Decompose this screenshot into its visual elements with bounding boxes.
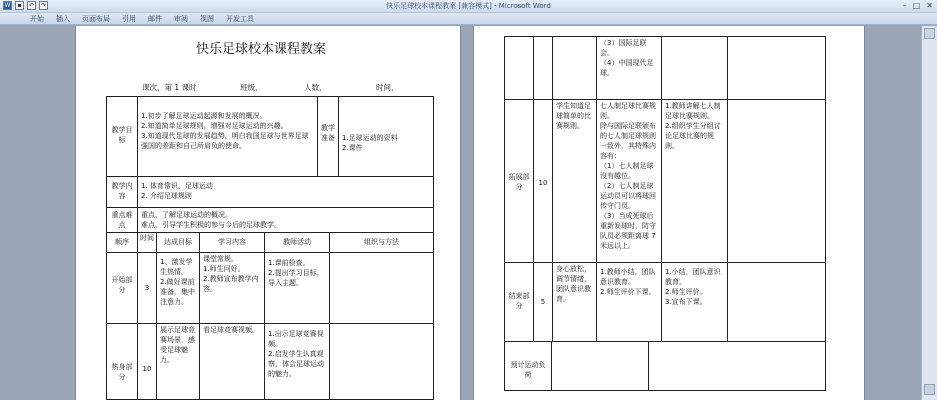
p2-row3-extra[interactable] — [648, 341, 826, 391]
doc-title: 快乐足球校本课程教案 — [196, 42, 327, 57]
p2-row1-teacher[interactable]: 1.教师讲解七人制足球比赛规则。 2.组织学生分组讨论足球比赛的规则。 — [661, 99, 728, 263]
tab-view[interactable]: 视图 — [200, 15, 214, 23]
tab-mailings[interactable]: 邮件 — [148, 15, 162, 23]
undo-icon[interactable]: ↶ — [28, 2, 35, 9]
tab-page-layout[interactable]: 页面布局 — [82, 15, 110, 23]
content-text-cell[interactable]: 1. 体育常识，足球运动 2. 介绍足球规则 — [137, 176, 434, 208]
header-goal: 达成目标 — [156, 232, 200, 253]
row2-order: 热身部分 — [106, 323, 138, 400]
p2-row2-content[interactable]: 1.教师小结，团队意识教育。 2.师生评价下课。 — [596, 262, 662, 342]
tab-review[interactable]: 审阅 — [174, 15, 188, 23]
document-page-1[interactable] — [75, 26, 461, 400]
close-icon[interactable]: ✕ — [926, 1, 933, 10]
tab-insert[interactable]: 插入 — [56, 15, 70, 23]
class-label: 班级， — [240, 83, 263, 92]
prep-text-cell[interactable]: 1.足球运动的资料 2.课件 — [338, 96, 434, 177]
p2-row1-method[interactable] — [727, 99, 826, 263]
header-content: 学习内容 — [199, 232, 265, 253]
p2-row1-time: 10 — [533, 99, 553, 263]
vertical-scrollbar[interactable] — [921, 26, 937, 400]
p2-row2-time: 5 — [533, 262, 553, 342]
p2-row3-value[interactable] — [551, 341, 649, 391]
row1-teacher[interactable]: 1.课前检查。 2.提出学习目标，导入主题。 — [264, 252, 330, 324]
header-teacher: 教师活动 — [264, 232, 330, 253]
row2-time: 10 — [137, 323, 157, 400]
count-label: 人数， — [304, 83, 327, 92]
ribbon-tabs — [24, 15, 260, 24]
goal-text-cell[interactable]: 1.初步了解足球运动起源和发展的概况。 2.知道简单足球规则，增强对足球运动的兴趣。 3.知道现代足球的发展趋势，明白我国足球与世界足球强国的差距和自己所肩负的使命。 — [137, 96, 318, 177]
row2-method[interactable] — [329, 323, 434, 400]
maximize-icon[interactable]: □ — [912, 1, 921, 10]
window-title: 快乐足球校本课程教案 [兼容模式] - Microsoft Word — [386, 2, 551, 10]
word-app-icon[interactable]: W — [4, 2, 11, 9]
title-bar — [0, 0, 937, 13]
row1-content[interactable]: 课堂常规。 1.师生问好。 2.教师宣布教学内容。 — [199, 252, 265, 324]
row2-teacher[interactable]: 1.出示足球竞赛视频。 2.启发学生认真观察，体会足球运动的魅力。 — [264, 323, 330, 400]
p2-row0-time — [533, 36, 553, 100]
p2-row0-content[interactable]: （3）国际足联会。 （4）中国现代足球。 — [596, 36, 662, 100]
minimize-icon[interactable]: – — [902, 1, 907, 10]
p2-row1-content[interactable]: 七人制足球比赛规则。 除与国际足联颁布的七人制足球规则一致外，其特殊内容有： （1）七人制足球没有越位。 （2）七人制足球运动员可以将球回传守门员。 （3）当成死球后重新发球时，防守队员必须距离球 7 米远以上。 — [596, 99, 662, 263]
document-page-2[interactable] — [473, 26, 865, 400]
save-icon[interactable]: ▪ — [15, 1, 24, 10]
goal-label-cell: 教学目标 — [106, 96, 138, 177]
p2-row2-teacher[interactable]: 1.小结，团队意识教育。 2.师生评价。 3.宣布下课。 — [661, 262, 728, 342]
prep-label-cell: 教学准备 — [317, 96, 339, 177]
p2-row0-goal[interactable] — [552, 36, 597, 100]
row1-goal[interactable]: 1、激发学生热情。 2.做好课前准备，集中注意力。 — [156, 252, 200, 324]
row2-goal[interactable]: 展示足球竞赛场景，感受足球魅力。 — [156, 323, 200, 400]
row1-time: 3 — [137, 252, 157, 324]
row1-method[interactable] — [329, 252, 434, 324]
scroll-down-icon[interactable] — [924, 384, 935, 395]
time-label: 时间， — [376, 83, 399, 92]
p2-row3-order: 预计运动负荷 — [504, 341, 552, 391]
p2-row0-method[interactable] — [727, 36, 826, 100]
scroll-up-icon[interactable] — [924, 28, 935, 39]
row1-order: 开始部分 — [106, 252, 138, 324]
tab-references[interactable]: 引用 — [122, 15, 136, 23]
content-label-cell: 教学内容 — [106, 176, 138, 208]
header-method: 组织与方法 — [329, 232, 434, 253]
p2-row0-teacher[interactable] — [661, 36, 728, 100]
tab-developer[interactable]: 开发工具 — [226, 15, 254, 23]
row2-content[interactable]: 看足球竞赛视频。 — [199, 323, 265, 400]
window-controls — [903, 1, 933, 10]
p2-row2-order: 结束部分 — [504, 262, 534, 342]
header-order: 顺序 — [106, 232, 138, 253]
key-label-cell: 重点难点 — [106, 207, 138, 233]
p2-row2-goal[interactable]: 身心放松，调节情绪，团队意识教育。 — [552, 262, 597, 342]
key-text-cell[interactable]: 重点，了解足球运动的概况。 难点，引导学生积极的参与今后的足球教学。 — [137, 207, 434, 233]
lesson-label: 课次，第 1 课时 — [142, 83, 197, 92]
tab-home[interactable]: 开始 — [30, 15, 44, 23]
header-time: 时间 — [137, 232, 157, 253]
p2-row1-goal[interactable]: 学生知道足球简单的比赛规则。 — [552, 99, 597, 263]
p2-row0-order — [504, 36, 534, 100]
p2-row1-order: 拓展部分 — [504, 99, 534, 263]
p2-row2-method[interactable] — [727, 262, 826, 342]
redo-icon[interactable]: ↷ — [40, 2, 47, 9]
office-button[interactable] — [6, 13, 20, 25]
